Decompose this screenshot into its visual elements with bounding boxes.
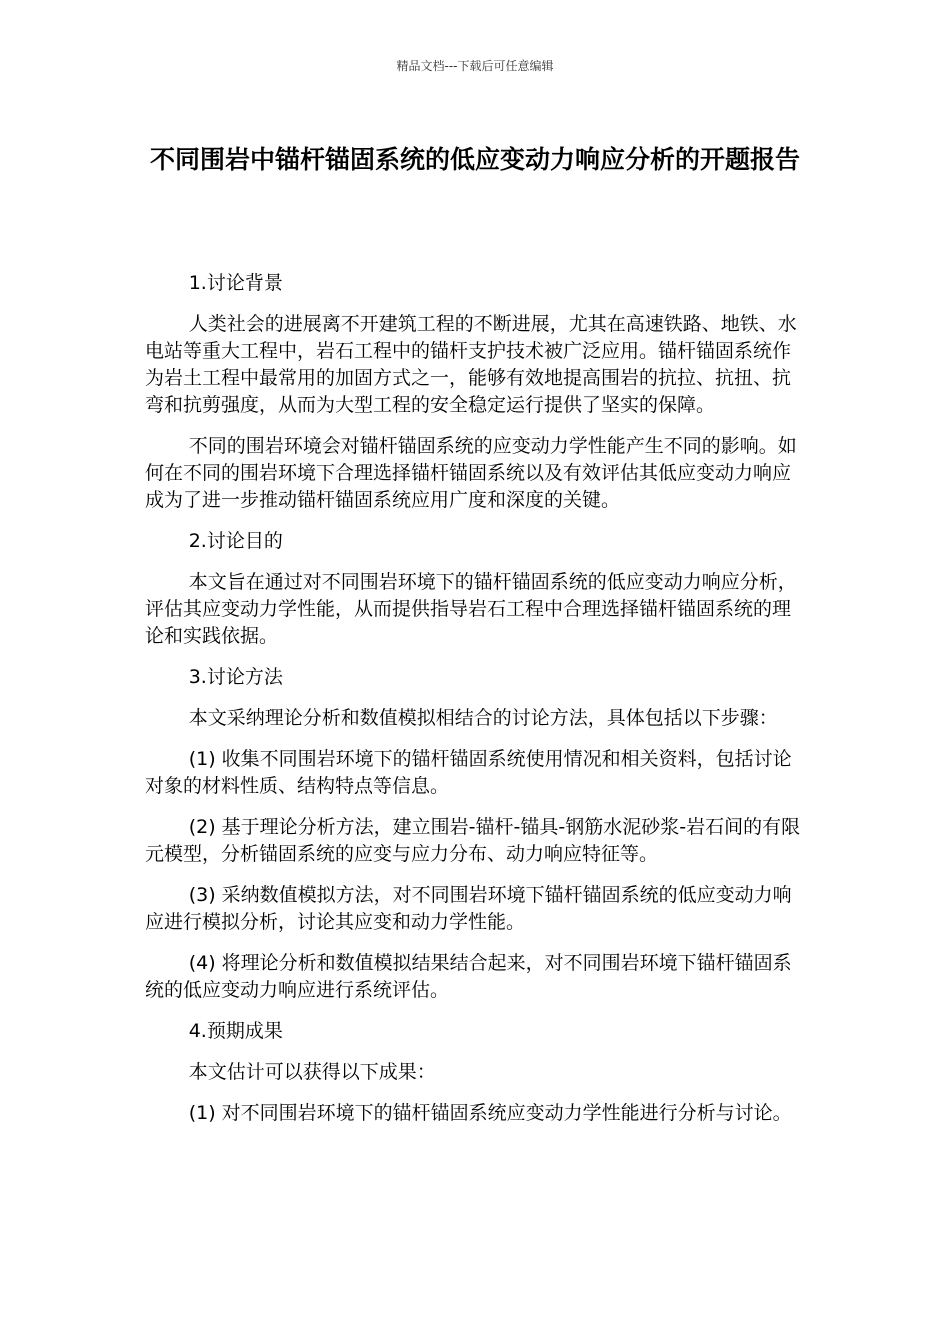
list-item: (1) 对不同围岩环境下的锚杆锚固系统应变动力学性能进行分析与讨论。	[188, 1102, 792, 1124]
list-item: (4) 将理论分析和数值模拟结果结合起来，对不同围岩环境下锚杆锚固系统的低应变动力响应进行系统评估。	[145, 952, 792, 1001]
section-heading-purpose: 2.讨论目的	[188, 530, 283, 552]
paragraph: 本文采纳理论分析和数值模拟相结合的讨论方法，具体包括以下步骤：	[188, 707, 778, 729]
list-item: (2) 基于理论分析方法，建立围岩-锚杆-锚具-钢筋水泥砂浆-岩石间的有限元模型，分析锚固系统的应变与应力分布、动力响应特征等。	[145, 816, 801, 865]
document-body	[145, 270, 807, 1141]
paragraph: 人类社会的进展离不开建筑工程的不断进展，尤其在高速铁路、地铁、水电站等重大工程中，岩石工程中的锚杆支护技术被广泛应用。锚杆锚固系统作为岩土工程中最常用的加固方式之一，能够有效地提高围岩的抗拉、抗扭、抗弯和抗剪强度，从而为大型工程的安全稳定运行提供了坚实的保障。	[145, 313, 797, 416]
document-title: 不同围岩中锚杆锚固系统的低应变动力响应分析的开题报告	[149, 145, 800, 174]
list-item: (1) 收集不同围岩环境下的锚杆锚固系统使用情况和相关资料，包括讨论对象的材料性质、结构特点等信息。	[145, 748, 792, 797]
page-header: 精品文档---下载后可任意编辑	[396, 59, 554, 73]
paragraph: 本文旨在通过对不同围岩环境下的锚杆锚固系统的低应变动力响应分析，评估其应变动力学性能，从而提供指导岩石工程中合理选择锚杆锚固系统的理论和实践依据。	[145, 571, 797, 647]
section-heading-results: 4.预期成果	[188, 1020, 283, 1042]
paragraph: 本文估计可以获得以下成果：	[188, 1061, 436, 1083]
section-heading-method: 3.讨论方法	[188, 666, 283, 688]
section-heading-background: 1.讨论背景	[188, 272, 283, 294]
list-item: (3) 采纳数值模拟方法，对不同围岩环境下锚杆锚固系统的低应变动力响应进行模拟分析，讨论其应变和动力学性能。	[145, 884, 792, 933]
paragraph: 不同的围岩环境会对锚杆锚固系统的应变动力学性能产生不同的影响。如何在不同的围岩环境下合理选择锚杆锚固系统以及有效评估其低应变动力响应成为了进一步推动锚杆锚固系统应用广度和深度的关键。	[145, 435, 797, 511]
